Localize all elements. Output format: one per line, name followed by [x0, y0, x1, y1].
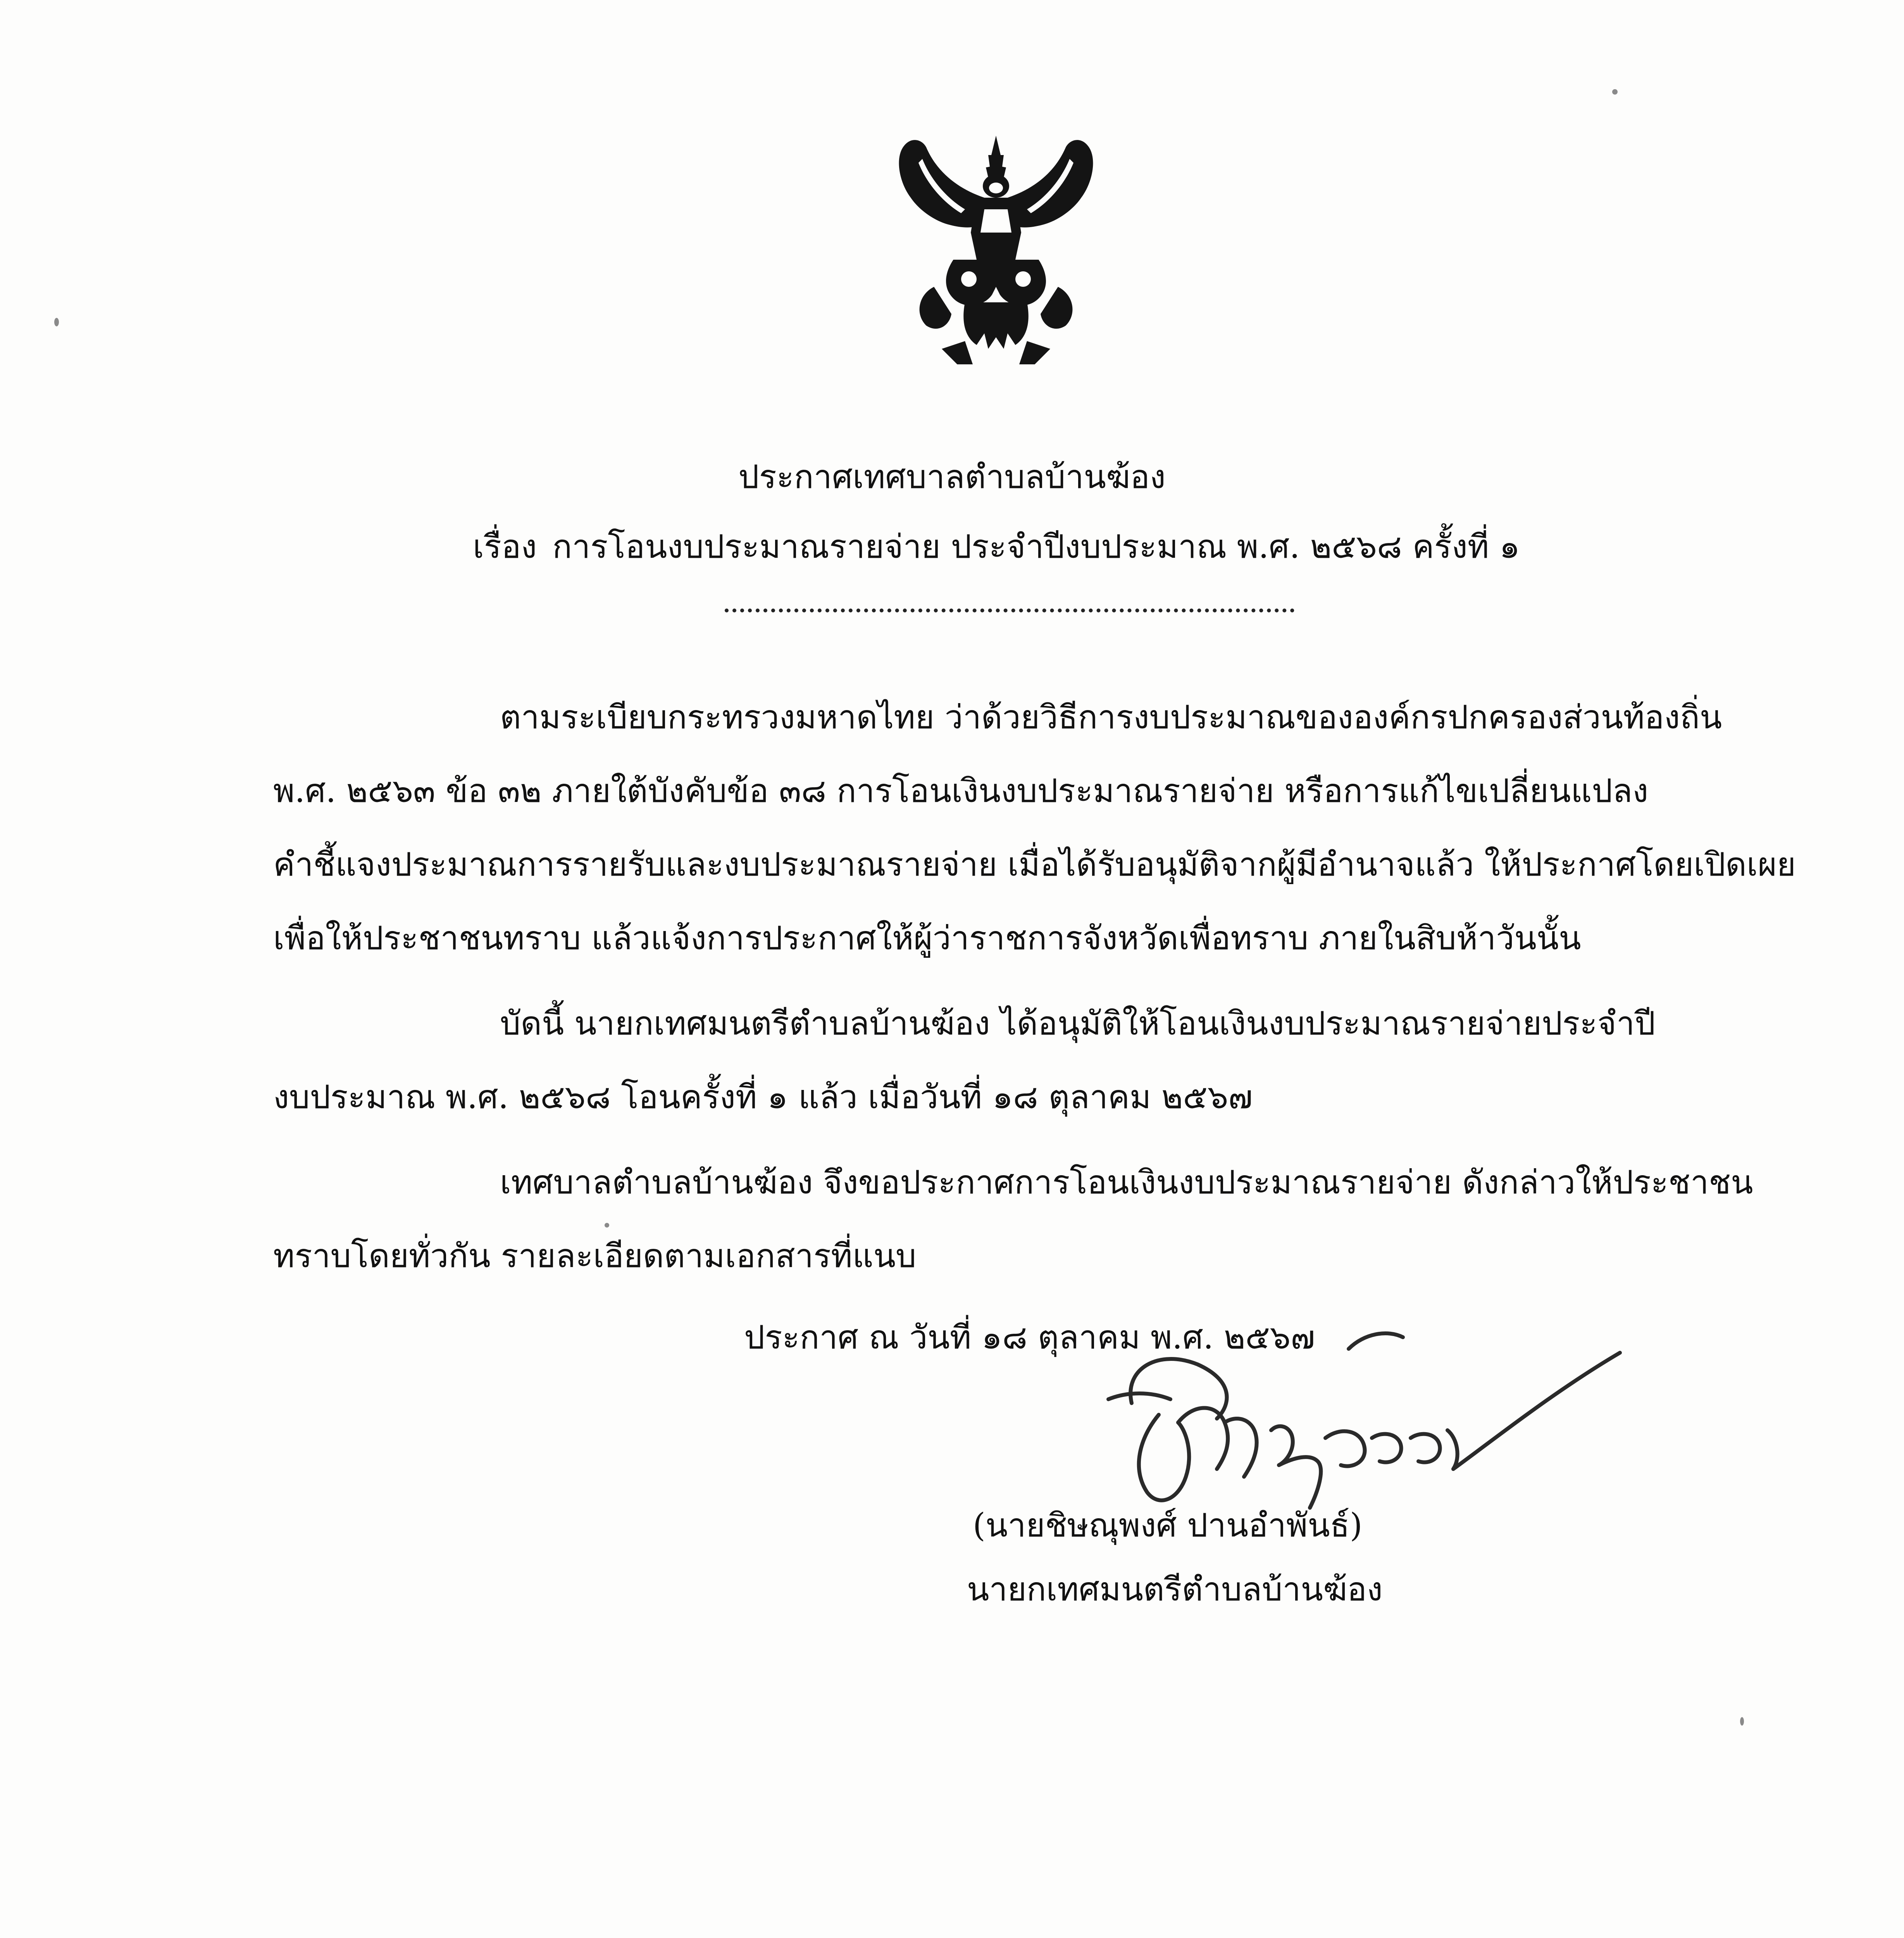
- scan-speck: [1612, 89, 1618, 95]
- garuda-emblem-icon: [887, 132, 1104, 372]
- subject-label: เรื่อง: [473, 528, 537, 566]
- scan-speck: [605, 1223, 609, 1228]
- paragraph-line: เพื่อให้ประชาชนทราบ แล้วแจ้งการประกาศให้ผู้ว่าราชการจังหวัดเพื่อทราบ ภายในสิบห้าวันนั้น: [273, 919, 1581, 957]
- paragraph-line: พ.ศ. ๒๕๖๓ ข้อ ๓๒ ภายใต้บังคับข้อ ๓๘ การโอนเงินงบประมาณรายจ่าย หรือการแก้ไขเปลี่ยนแปลง: [273, 772, 1649, 810]
- announcement-date: ประกาศ ณ วันที่ ๑๘ ตุลาคม พ.ศ. ๒๕๖๗: [744, 1318, 1315, 1356]
- paragraph-line: ทราบโดยทั่วกัน รายละเอียดตามเอกสารที่แนบ: [273, 1237, 917, 1275]
- paragraph-line: ตามระเบียบกระทรวงมหาดไทย ว่าด้วยวิธีการงบประมาณขององค์กรปกครองส่วนท้องถิ่น: [500, 698, 1722, 736]
- signer-position: นายกเทศมนตรีตำบลบ้านฆ้อง: [967, 1570, 1383, 1608]
- paragraph-line: บัดนี้ นายกเทศมนตรีตำบลบ้านฆ้อง ได้อนุมัติให้โอนเงินงบประมาณรายจ่ายประจำปี: [500, 1004, 1656, 1042]
- scan-speck: [1740, 1717, 1744, 1726]
- subject-text: การโอนงบประมาณรายจ่าย ประจำปีงบประมาณ พ.ศ. ๒๕๖๘ ครั้งที่ ๑: [552, 528, 1520, 566]
- scan-speck: [54, 318, 59, 326]
- dotted-divider: [725, 609, 1294, 612]
- signer-name: (นายชิษณุพงศ์ ปานอำพันธ์): [973, 1506, 1363, 1544]
- announcement-subject: [473, 525, 1535, 568]
- paragraph-line: คำชี้แจงประมาณการรายรับและงบประมาณรายจ่าย เมื่อได้รับอนุมัติจากผู้มีอำนาจแล้ว ให้ประกาศโดยเปิดเผย: [273, 845, 1796, 883]
- paragraph-line: เทศบาลตำบลบ้านฆ้อง จึงขอประกาศการโอนเงินงบประมาณรายจ่าย ดังกล่าวให้ประชาชน: [500, 1163, 1753, 1201]
- paragraph-line: งบประมาณ พ.ศ. ๒๕๖๘ โอนครั้งที่ ๑ แล้ว เมื่อวันที่ ๑๘ ตุลาคม ๒๕๖๗: [273, 1078, 1253, 1116]
- announcement-title: ประกาศเทศบาลตำบลบ้านฆ้อง: [738, 458, 1166, 496]
